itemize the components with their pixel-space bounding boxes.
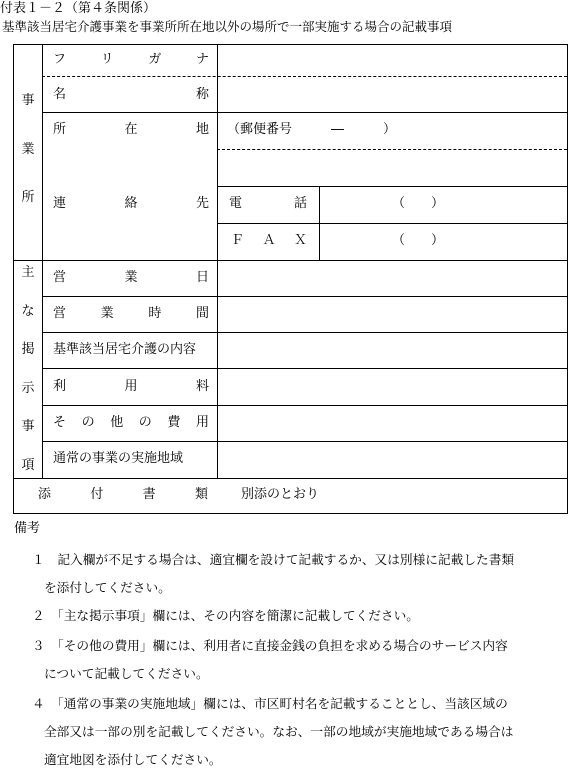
note-3-cont: について記載してください。: [44, 666, 209, 681]
note-1: １ 記入欄が不足する場合は、適宜欄を設けて記載するか、又は別様に記載した書類: [32, 552, 515, 567]
business-hours-label: 営 業 時 間: [53, 306, 209, 321]
furigana-label: フ リ ガ ナ: [53, 52, 209, 67]
fax-label: Ｆ Ａ Ｘ: [231, 233, 307, 248]
attachments-label: 添 付 書 類: [38, 487, 208, 502]
fee-label: 利 用 料: [53, 379, 209, 394]
note-3: ３ 「その他の費用」欄には、利用者に直接金銭の負担を求める場合のサービス内容: [32, 638, 508, 653]
name-label: 名 称: [53, 87, 209, 102]
phone-label: 電 話: [229, 196, 307, 211]
page-title: 基準該当居宅介護事業を事業所所在地以外の場所で一部実施する場合の記載事項: [2, 19, 453, 34]
fax-field[interactable]: （ ）: [392, 233, 445, 248]
attachments-value: 別添のとおり: [241, 487, 320, 502]
note-4-cont: 全部又は一部の別を記載してください。なお、一部の地域が実施地域である場合は: [44, 724, 514, 739]
business-days-label: 営 業 日: [53, 270, 209, 285]
postal-code-field[interactable]: （郵便番号 ― ）: [227, 122, 397, 137]
contact-label: 連 絡 先: [53, 196, 209, 211]
office-group-label: 事 業 所: [21, 93, 35, 205]
form-number: 付表１－２（第４条関係）: [0, 1, 157, 16]
note-2: ２ 「主な掲示事項」欄には、その内容を簡潔に記載してください。: [32, 608, 419, 623]
note-1-cont: を添付してください。: [44, 580, 171, 595]
phone-field[interactable]: （ ）: [392, 196, 445, 211]
notes-title: 備考: [14, 521, 41, 536]
note-4: ４ 「通常の事業の実施地域」欄には、市区町村名を記載することとし、当該区域の: [32, 696, 508, 711]
service-area-label: 通常の事業の実施地域: [53, 451, 184, 466]
posting-group-label: 主 な 掲 示 事 項: [21, 265, 35, 473]
other-cost-label: そ の 他 の 費 用: [53, 415, 209, 430]
service-content-label: 基準該当居宅介護の内容: [53, 342, 197, 357]
location-label: 所 在 地: [53, 122, 209, 137]
note-4-cont2: 適宜地図を添付してください。: [44, 752, 222, 767]
